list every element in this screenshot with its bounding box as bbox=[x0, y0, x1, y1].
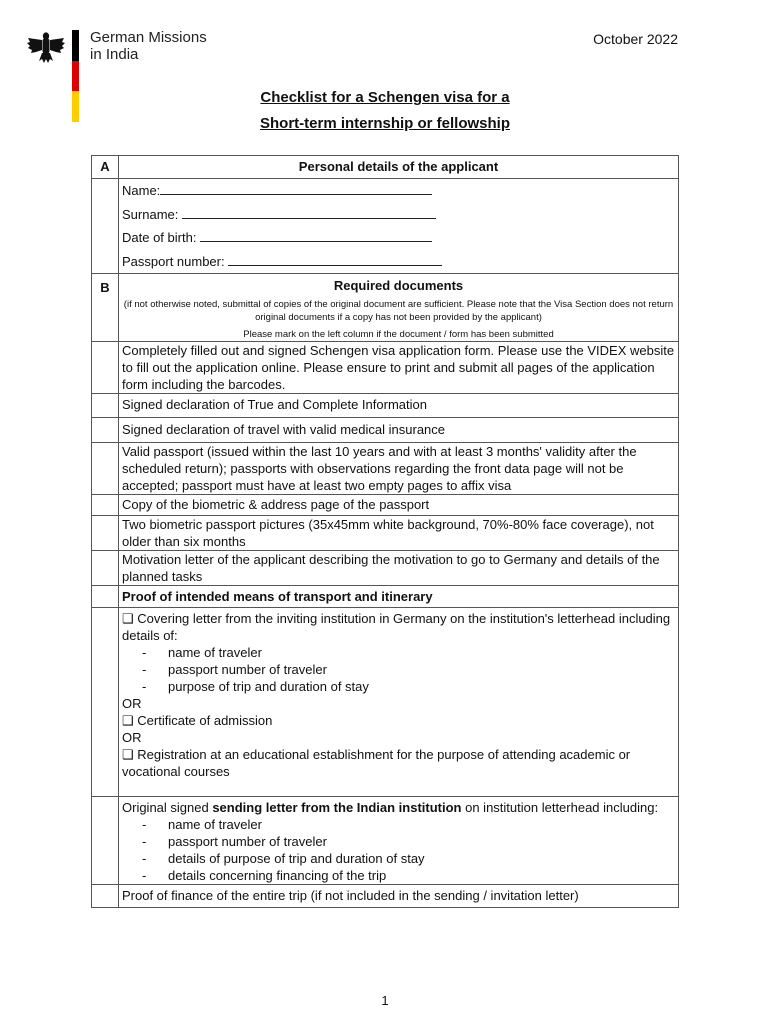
organization-name bbox=[90, 29, 207, 63]
certificate-option[interactable]: ❑ Certificate of admission bbox=[122, 713, 273, 728]
document-item: Signed declaration of True and Complete Information bbox=[119, 394, 679, 418]
document-row bbox=[92, 394, 679, 418]
title-line-2: Short-term internship or fellowship bbox=[259, 115, 510, 132]
document-row bbox=[92, 342, 679, 394]
document-row bbox=[92, 418, 679, 443]
document-item: Motivation letter of the applicant describing the motivation to go to Germany and details of the planned tasks bbox=[119, 551, 679, 586]
sending-letter-list bbox=[122, 816, 675, 884]
document-date: October 2022 bbox=[593, 31, 678, 47]
org-line-1: German Missions bbox=[90, 29, 207, 46]
document-checkbox[interactable] bbox=[92, 394, 119, 418]
section-b-note: (if not otherwise noted, submittal of copies of the original document are sufficient. Please note that the Visa Section does not return original documents if a copy has not been provided by the applicant) bbox=[123, 299, 674, 323]
covering-letter-text: ❑ Covering letter from the inviting institution in Germany on the institution's letterhead including details of: bbox=[122, 611, 671, 643]
section-a-header-row bbox=[92, 156, 679, 179]
list-item: - passport number of traveler bbox=[142, 833, 675, 850]
list-item: - details of purpose of trip and duration of stay bbox=[142, 850, 675, 867]
document-item: Proof of finance of the entire trip (if not included in the sending / invitation letter) bbox=[119, 885, 679, 908]
list-item: - name of traveler bbox=[142, 816, 675, 833]
title-line-1: Checklist for a Schengen visa for a bbox=[260, 89, 510, 106]
section-b-instruction: Please mark on the left column if the document / form has been submitted bbox=[243, 329, 554, 340]
page-number: 1 bbox=[381, 993, 389, 1008]
section-a-fields-row bbox=[92, 179, 679, 274]
document-checkbox[interactable] bbox=[92, 495, 119, 516]
sending-letter-text: Original signed sending letter from the Indian institution on institution letterhead including: bbox=[122, 800, 659, 815]
document-row bbox=[92, 495, 679, 516]
document-row bbox=[92, 586, 679, 608]
section-b-letter: B bbox=[92, 274, 119, 342]
document-item: Signed declaration of travel with valid medical insurance bbox=[119, 418, 679, 443]
document-row bbox=[92, 443, 679, 495]
or-separator: OR bbox=[122, 730, 142, 745]
document-row bbox=[92, 516, 679, 551]
date-of-birth-field[interactable]: Date of birth: bbox=[122, 226, 675, 250]
document-checkbox[interactable] bbox=[92, 342, 119, 394]
covering-letter-list bbox=[122, 644, 675, 695]
checklist-table bbox=[91, 155, 679, 908]
covering-letter-item bbox=[119, 608, 679, 797]
list-item: - details concerning financing of the trip bbox=[142, 867, 675, 884]
document-row bbox=[92, 551, 679, 586]
document-checkbox[interactable] bbox=[92, 885, 119, 908]
sending-letter-item bbox=[119, 797, 679, 885]
document-item: Valid passport (issued within the last 10 years and with at least 3 months' validity after the scheduled return); passports with observations regarding the front data page will not be accepted; passport must have at least two empty pages to affix visa bbox=[119, 443, 679, 495]
document-checkbox[interactable] bbox=[92, 797, 119, 885]
document-checkbox[interactable] bbox=[92, 516, 119, 551]
list-item: - name of traveler bbox=[142, 644, 675, 661]
date-of-birth-line[interactable] bbox=[200, 227, 432, 242]
document-item: Two biometric passport pictures (35x45mm white background, 70%-80% face coverage), not older than six months bbox=[119, 516, 679, 551]
list-item: - passport number of traveler bbox=[142, 661, 675, 678]
org-line-2: in India bbox=[90, 46, 139, 63]
section-b-header-row bbox=[92, 274, 679, 342]
document-item: Copy of the biometric & address page of the passport bbox=[119, 495, 679, 516]
section-a-heading: Personal details of the applicant bbox=[119, 156, 679, 179]
registration-option[interactable]: ❑ Registration at an educational establishment for the purpose of attending academic or vocational courses bbox=[122, 747, 631, 779]
personal-details-fields bbox=[119, 179, 679, 274]
document-checkbox[interactable] bbox=[92, 608, 119, 797]
document-row bbox=[92, 885, 679, 908]
name-field[interactable]: Name: bbox=[122, 179, 675, 203]
document-row bbox=[92, 608, 679, 797]
passport-number-line[interactable] bbox=[228, 251, 442, 266]
or-separator: OR bbox=[122, 696, 142, 711]
document-checkbox[interactable] bbox=[92, 586, 119, 608]
document-row bbox=[92, 797, 679, 885]
document-item: Completely filled out and signed Schengen visa application form. Please use the VIDEX website to fill out the application online. Please ensure to print and submit all pages of the application form including the barcodes. bbox=[119, 342, 679, 394]
federal-eagle-icon bbox=[26, 28, 66, 68]
german-flag-stripe bbox=[72, 30, 79, 122]
document-checkbox[interactable] bbox=[92, 418, 119, 443]
section-b-heading: Required documents bbox=[333, 278, 464, 293]
document-item: Proof of intended means of transport and itinerary bbox=[119, 586, 679, 608]
surname-line[interactable] bbox=[182, 204, 436, 219]
passport-number-field[interactable]: Passport number: bbox=[122, 250, 675, 274]
document-checkbox[interactable] bbox=[92, 443, 119, 495]
name-line[interactable] bbox=[160, 180, 432, 195]
surname-field[interactable]: Surname: bbox=[122, 203, 675, 227]
list-item: - purpose of trip and duration of stay bbox=[142, 678, 675, 695]
section-a-letter: A bbox=[92, 156, 119, 179]
document-checkbox[interactable] bbox=[92, 551, 119, 586]
